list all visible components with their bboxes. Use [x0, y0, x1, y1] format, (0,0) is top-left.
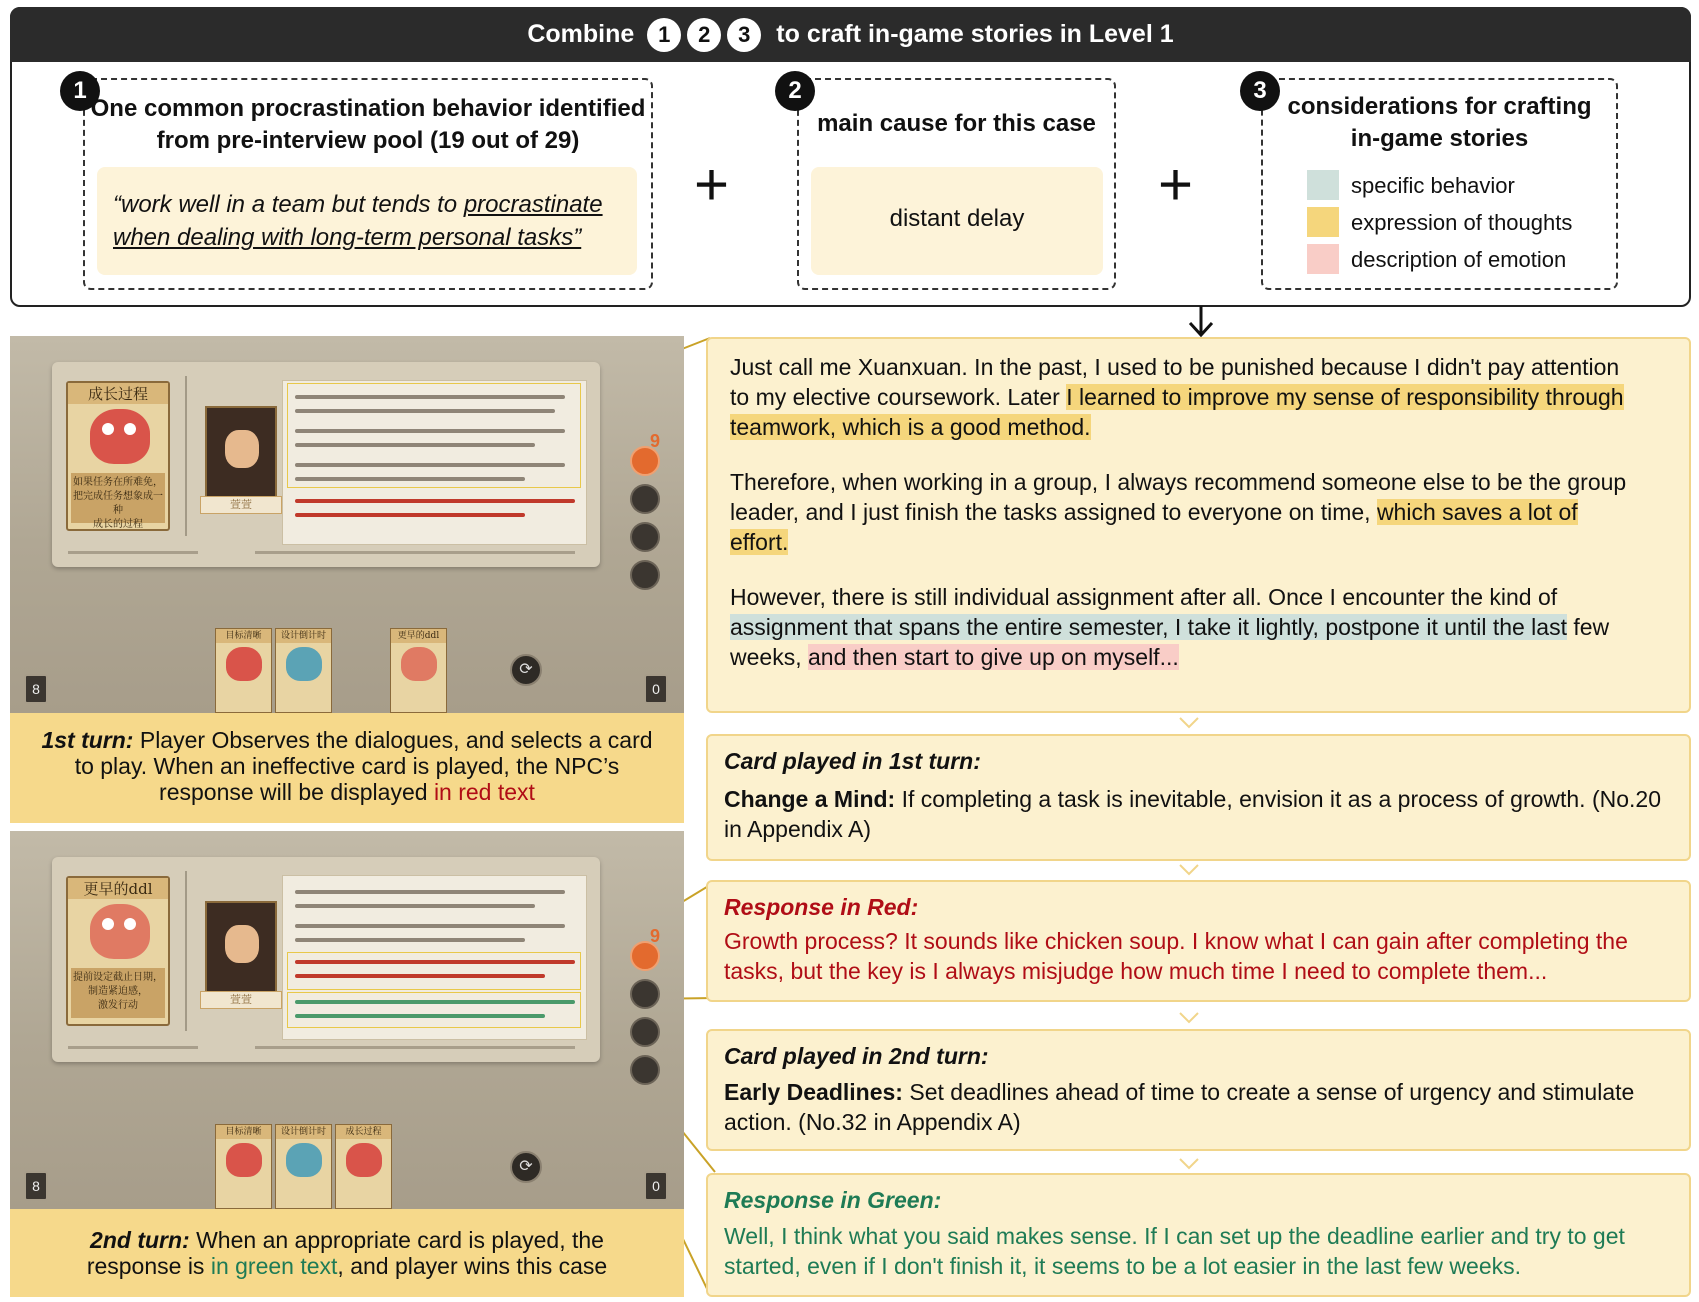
game-screenshot-1 [10, 336, 684, 713]
response-red-box [706, 880, 1691, 1002]
card1-desc: If completing a task is inevitable, envision it as a process of growth. (No.20 in Appendix A) [724, 786, 1661, 842]
caption1-red-text: in red text [433, 779, 535, 805]
game-screenshot-2 [10, 831, 684, 1209]
card2-box [706, 1029, 1691, 1151]
dialogue-line [295, 463, 565, 467]
dialogue-line-green [295, 1000, 575, 1004]
game2-footer-right [255, 1046, 575, 1049]
dialogue-line-red [295, 513, 525, 517]
dialogue-line [295, 890, 565, 894]
considerations-title-line1: considerations for crafting [1287, 93, 1592, 120]
monster-icon [226, 1143, 262, 1177]
hint-count-badge: 9 [650, 431, 661, 451]
story-p1-highlight-thoughts: I learned to improve my sense of responsibility through teamwork, which is a good method. [730, 384, 1624, 440]
caption2-green-text: in green text [210, 1253, 338, 1279]
refresh-icon[interactable]: ⟳ [510, 1151, 542, 1183]
step-1-badge: 1 [60, 71, 100, 111]
dialogue-line-red [295, 499, 575, 503]
story-p3-text: However, there is still individual assignment after all. Once I encounter the kind of [730, 584, 1558, 610]
game1-footer-right [255, 551, 575, 554]
dialogue-line [295, 395, 565, 399]
game2-card-desc-1: 提前设定截止日期， [73, 972, 163, 983]
npc-portrait-avatar [205, 901, 277, 993]
game1-footer-left [68, 551, 198, 554]
hand-card-title: 设计倒计时 [276, 1125, 331, 1139]
response-green-title: Response in Green: [724, 1187, 942, 1213]
bag-icon[interactable] [630, 1055, 660, 1085]
game2-card-desc-2: 制造紧迫感， [88, 986, 148, 997]
game1-card-title: 成长过程 [68, 383, 168, 404]
hand-card-title: 更早的ddl [391, 629, 446, 643]
npc-portrait-avatar [205, 406, 277, 498]
deck-counter: 8 [24, 1171, 48, 1201]
dialogue-line [295, 409, 555, 413]
card1-box [706, 734, 1691, 861]
dialogue-line-green [295, 1014, 545, 1018]
hand-card[interactable] [215, 628, 272, 713]
story-p1-text: Just call me Xuanxuan. In the past, I used to be punished because I didn't pay attention to my elective coursework. Later [730, 354, 1620, 410]
card2-name: Early Deadlines: [724, 1079, 903, 1105]
hand-card-title: 目标清晰 [216, 629, 271, 643]
bag-icon[interactable] [630, 560, 660, 590]
monster-icon [401, 647, 437, 681]
hand-card[interactable] [215, 1124, 272, 1209]
header-num-2: 2 [687, 18, 721, 52]
npc-name-tag: 萱萱 [200, 496, 282, 514]
game2-footer-left [68, 1046, 198, 1049]
quote-underline-2: when dealing with long-term personal tasks” [113, 224, 582, 251]
hand-card-title: 成长过程 [336, 1125, 391, 1139]
monster-eye-icon [102, 918, 114, 930]
caption2-turn-label: 2nd turn: [90, 1227, 190, 1253]
caption-1st-turn [10, 713, 684, 823]
dialogue-line [295, 904, 535, 908]
header-combine: Combine [527, 20, 635, 48]
caption1-turn-label: 1st turn: [41, 727, 134, 753]
monster-icon [346, 1143, 382, 1177]
game1-card-desc-2: 把完成任务想象成一种 [73, 491, 163, 516]
game2-dialogue-paper [282, 875, 587, 1040]
caption1-text1: Player Observes the dialogues, and selects a card [133, 727, 653, 753]
npc-face-icon [225, 430, 259, 468]
caption1-text2: to play. When an ineffective card is played, the NPC’s [74, 753, 620, 779]
header-suffix: to craft in-game stories in Level 1 [776, 20, 1174, 48]
chevron-down-icon [1178, 863, 1200, 877]
game1-card-desc-3: 成长的过程 [93, 519, 143, 530]
hand-card-title: 目标清晰 [216, 1125, 271, 1139]
card2-desc: Set deadlines ahead of time to create a sense of urgency and stimulate action. (No.32 in Appendix A) [724, 1079, 1635, 1135]
dialogue-line [295, 924, 565, 928]
dialogue-line [295, 938, 525, 942]
quote-plain: “work well in a team but tends to [113, 191, 464, 218]
card1-title: Card played in 1st turn: [724, 748, 981, 774]
red-response-frame [287, 952, 581, 990]
response-red-text: Growth process? It sounds like chicken soup. I know what I can gain after completing the tasks, but the key is I always misjudge how much time I need to complete them... [724, 928, 1628, 984]
monster-eye-icon [124, 918, 136, 930]
cause-value: distant delay [889, 205, 1025, 232]
hand-card[interactable] [335, 1124, 392, 1209]
cause-title: main cause for this case [817, 110, 1096, 137]
legend-label-emotion: description of emotion [1351, 247, 1567, 272]
monster-eye-icon [102, 423, 114, 435]
story-p2-highlight-thoughts: which saves a lot of effort. [730, 499, 1578, 555]
discard-counter: 0 [644, 674, 668, 704]
considerations-title-line2: in-game stories [1350, 125, 1529, 152]
game1-card-desc-1: 如果任务在所难免， [73, 477, 163, 488]
hand-card[interactable] [275, 628, 332, 713]
game1-played-card[interactable] [66, 381, 170, 531]
game1-dialogue-paper [282, 380, 587, 545]
chevron-down-icon [1178, 1157, 1200, 1171]
npc-face-icon [225, 925, 259, 963]
card1-name: Change a Mind: [724, 786, 896, 812]
story-p3-highlight-behavior: assignment that spans the entire semester, I take it lightly, postpone it until the last [730, 614, 1567, 640]
game2-card-desc [71, 968, 165, 1018]
game1-card-desc [71, 473, 165, 530]
discard-counter: 0 [644, 1171, 668, 1201]
legend-label-thoughts: expression of thoughts [1351, 210, 1573, 235]
chevron-down-icon [1178, 716, 1200, 730]
game2-played-card[interactable] [66, 876, 170, 1026]
monster-icon [286, 647, 322, 681]
book-icon[interactable] [630, 979, 660, 1009]
step-2-badge: 2 [775, 71, 815, 111]
hand-card[interactable] [275, 1124, 332, 1209]
panel-divider [185, 376, 187, 536]
story-paragraph-3 [730, 582, 1631, 672]
behavior-title-line2: from pre-interview pool (19 out of 29) [156, 127, 580, 154]
hand-card-title: 设计倒计时 [276, 629, 331, 643]
caption2-text1: When an appropriate card is played, the [189, 1227, 604, 1253]
plus-2: + [1158, 151, 1194, 218]
step-3-badge: 3 [1240, 71, 1280, 111]
game2-card-desc-3: 激发行动 [98, 1000, 138, 1011]
green-response-frame [287, 992, 581, 1028]
hand-card[interactable] [390, 628, 447, 713]
response-green-box [706, 1173, 1691, 1297]
dialogue-line-red [295, 974, 545, 978]
legend-label-behavior: specific behavior [1351, 173, 1515, 198]
card2-title: Card played in 2nd turn: [724, 1043, 989, 1069]
caption2-text3: , and player wins this case [337, 1253, 608, 1279]
mail-icon[interactable] [630, 522, 660, 552]
chevron-down-icon [1178, 1011, 1200, 1025]
story-p3-text-2: few weeks, [730, 614, 1610, 670]
game2-card-title: 更早的ddl [68, 878, 168, 899]
book-icon[interactable] [630, 484, 660, 514]
story-box [706, 337, 1691, 713]
npc-name-tag: 萱萱 [200, 991, 282, 1009]
monster-icon [226, 647, 262, 681]
story-p3-highlight-emotion: and then start to give up on myself... [807, 644, 1179, 670]
dialogue-line [295, 429, 565, 433]
story-paragraph-1 [730, 352, 1631, 442]
monster-icon [90, 409, 150, 464]
story-paragraph-2 [730, 467, 1631, 557]
response-green-text: Well, I think what you said makes sense. If I can set up the deadline earlier and try to get started, even if I don't finish it, it seems to be a lot easier in the last few weeks. [724, 1223, 1625, 1279]
monster-icon [90, 904, 150, 959]
header-num-3: 3 [727, 18, 761, 52]
panel-divider [185, 871, 187, 1031]
dialogue-line-red [295, 960, 575, 964]
deck-counter: 8 [24, 674, 48, 704]
refresh-icon[interactable]: ⟳ [510, 654, 542, 686]
card2-body [724, 1077, 1673, 1137]
monster-eye-icon [124, 423, 136, 435]
response-red-title: Response in Red: [724, 894, 919, 920]
dialogue-line [295, 477, 525, 481]
story-p2-text: Therefore, when working in a group, I always recommend someone else to be the group leader, and I just finish the tasks assigned to everyone on time, [730, 469, 1627, 525]
monster-icon [286, 1143, 322, 1177]
quote-underline-1: procrastinate [463, 191, 603, 218]
behavior-title-line1: One common procrastination behavior identified [90, 95, 646, 122]
dialogue-line [295, 443, 535, 447]
header-num-1: 1 [647, 18, 681, 52]
mail-icon[interactable] [630, 1017, 660, 1047]
plus-1: + [694, 151, 730, 218]
caption-2nd-turn [10, 1209, 684, 1297]
caption1-text3: response will be displayed [159, 779, 434, 805]
hint-count-badge: 9 [650, 926, 661, 946]
card1-body [724, 784, 1673, 844]
caption2-text2: response is [86, 1253, 211, 1279]
